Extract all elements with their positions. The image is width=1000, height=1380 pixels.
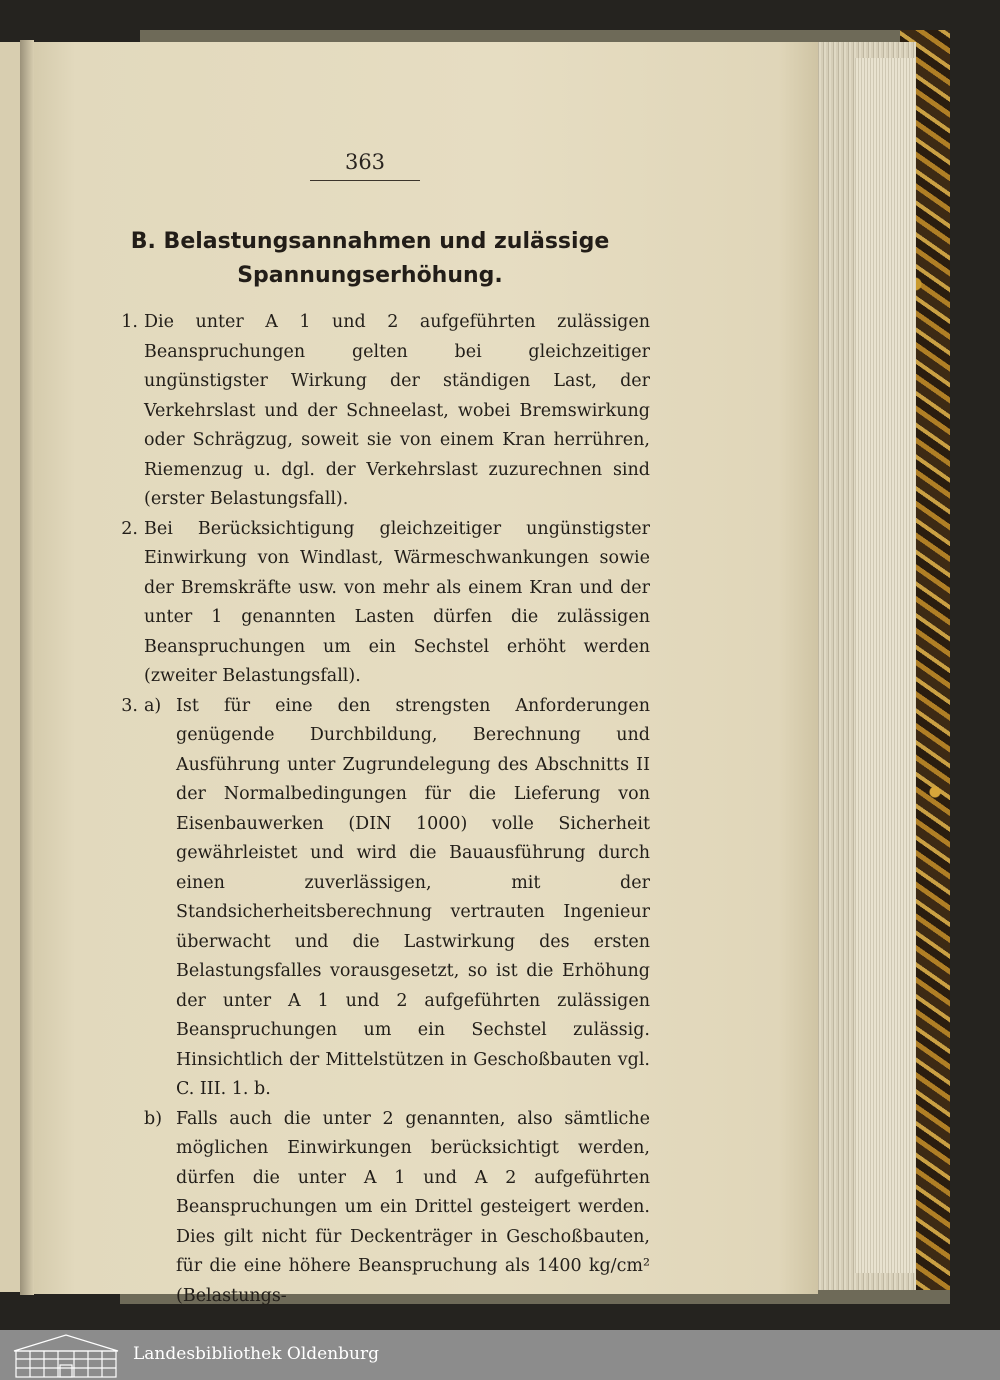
list-item [100, 515, 650, 692]
list-item [100, 308, 650, 515]
sub-item [144, 1105, 650, 1312]
item-number: 2. [121, 518, 138, 539]
sub-item-label: b) [144, 1108, 163, 1129]
sub-item [144, 692, 650, 1105]
item-subitems [144, 692, 650, 1312]
library-name[interactable]: Landesbibliothek Oldenburg [133, 1344, 380, 1364]
item-text: Bei Berücksichtigung gleichzeitiger ungünstigster Einwirkung von Windlast, Wärmeschwankungen sowie der Bremskräfte usw. von mehr als einem Kran und der unter 1 genannten Lasten dürfen die zulässigen Beanspruchungen um ein Sechstel erhöht werden (zweiter Belastungsfall). [144, 518, 650, 686]
book-gutter [20, 40, 34, 1295]
sub-item-text: Falls auch die unter 2 genannten, also sämtliche möglichen Einwirkungen berücksichtigt werden, dürfen die unter A 1 und A 2 aufgeführten Beanspruchungen um ein Drittel gesteigert werden. Dies gilt nicht für Deckenträger in Geschoßbauten, für die eine höhere Beanspruchung als 1400 kg/cm² (Belastungs- [176, 1108, 650, 1306]
sub-item-label: a) [144, 695, 162, 716]
item-text: Die unter A 1 und 2 aufgeführten zulässigen Beanspruchungen gelten bei gleichzeitiger ungünstigster Wirkung der ständigen Last, der Verkehrslast und der Schneelast, wobei Bremswirkung oder Schrägzug, soweit sie von einem Kran herrühren, Riemenzug u. dgl. der Verkehrslast zuzurechnen sind (erster Belastungsfall). [144, 312, 650, 509]
sub-item-text: Ist für eine den strengsten Anforderungen genügende Durchbildung, Berechnung und Ausführung unter Zugrundelegung des Abschnitts II der Normalbedingungen für die Lieferung von Eisenbauwerken (DIN 1000) volle Sicherheit gewährleistet und wird die Bauausführung durch einen zuverlässigen, mit der Standsicherheitsberechnung vertrauten Ingenieur überwacht und die Lastwirkung des ersten Belastungsfalles vorausgesetzt, so ist die Erhöhung der unter A 1 und 2 aufgeführten zulässigen Beanspruchungen um ein Sechstel zulässig. Hinsichtlich der Mittelstützen in Geschoßbauten vgl. C. III. 1. b. [176, 695, 650, 1099]
section-heading: B. Belastungsannahmen und zulässige Spannungserhöhung. [130, 229, 610, 288]
list-item [100, 692, 650, 1312]
page-number-rule [310, 180, 420, 181]
page-number: 363 [344, 150, 386, 174]
page-block-edges-inner [855, 58, 915, 1273]
item-number: 3. [121, 695, 138, 716]
item-number: 1. [121, 312, 138, 332]
page-body [100, 308, 650, 1311]
library-building-icon [10, 1331, 122, 1379]
